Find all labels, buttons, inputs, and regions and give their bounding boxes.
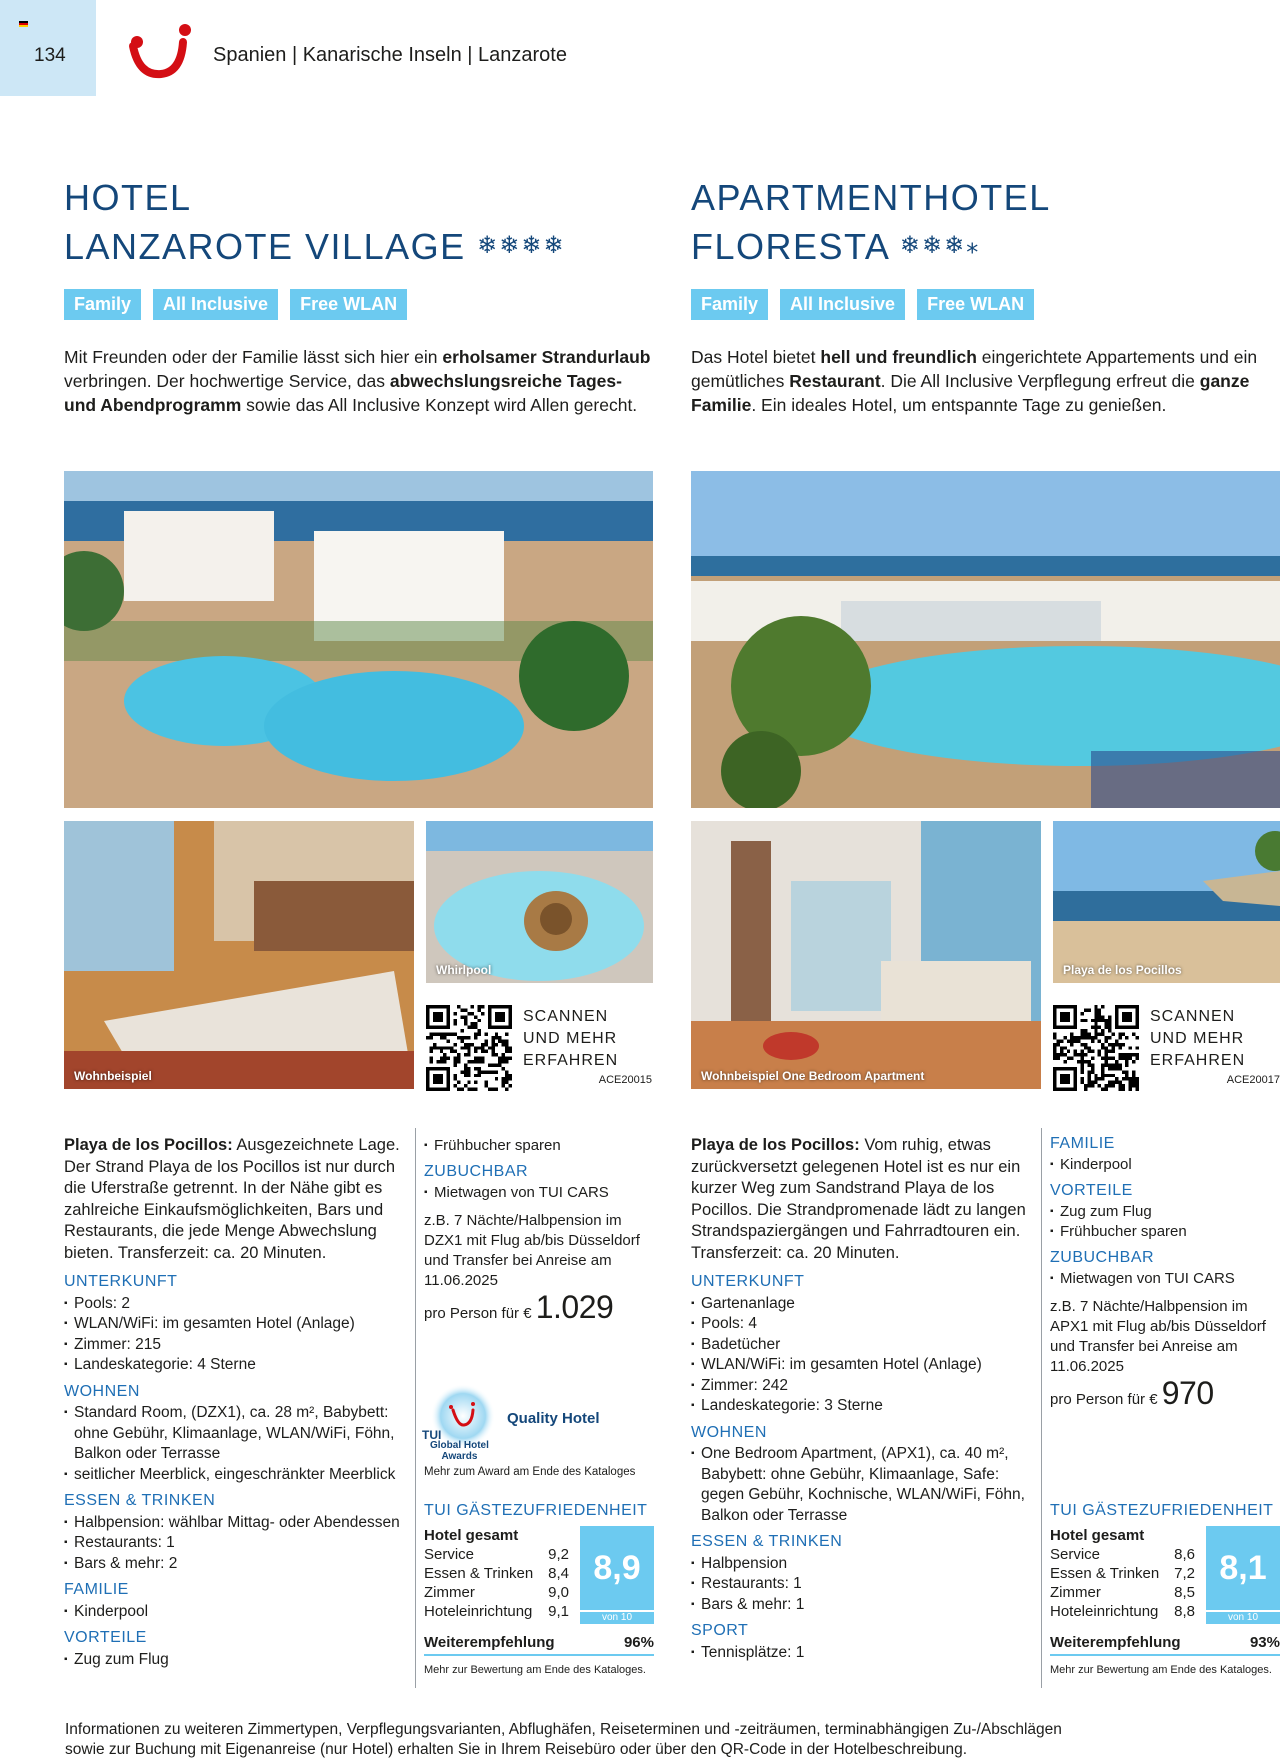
- hotel2-offer-column: [1050, 1134, 1280, 1410]
- hotel2-details: [691, 1135, 1031, 1663]
- hotel1-whirlpool-caption: Whirlpool: [436, 963, 492, 977]
- list-item: ▪ Kinderpool: [1050, 1155, 1280, 1175]
- hotel2-title-line2: FLORESTA: [691, 226, 889, 267]
- hotel1-code: ACE20015: [598, 1074, 652, 1086]
- hotel1-pool-photo: [64, 471, 653, 808]
- award-title: Quality Hotel: [507, 1410, 600, 1427]
- rating-label: Hoteleinrichtung: [1050, 1603, 1159, 1620]
- hotel2-room-caption: Wohnbeispiel One Bedroom Apartment: [701, 1069, 925, 1083]
- rating-scale: von 10: [1206, 1612, 1280, 1624]
- rating-box: [1050, 1526, 1280, 1676]
- intro-segment: hell und freundlich: [820, 347, 977, 367]
- hotel2-tags: [691, 289, 1034, 320]
- hotel2-code: ACE20017: [1226, 1074, 1280, 1086]
- hotel1-tag-free-wlan: Free WLAN: [290, 289, 407, 320]
- rating-row: [424, 1602, 569, 1621]
- rating-label: Service: [424, 1546, 475, 1563]
- hotel1-title-line1: HOTEL: [64, 177, 192, 218]
- hotel1-room-photo: [64, 821, 414, 1089]
- rating-heading: TUI GÄSTEZUFRIEDENHEIT: [1050, 1502, 1274, 1519]
- rating-overall-label: Hotel gesamt: [424, 1527, 519, 1544]
- hotel2-rating: [1050, 1502, 1280, 1676]
- hotel2-tag-family: Family: [691, 289, 768, 320]
- hotel2-price: [1050, 1375, 1280, 1411]
- list-item: ▪ Kinderpool: [64, 1602, 404, 1623]
- hotel1-room-caption: Wohnbeispiel: [74, 1069, 152, 1083]
- award-sub1: Global Hotel: [430, 1440, 489, 1451]
- hotel1-sections: [64, 1272, 404, 1670]
- location-name: Playa de los Pocillos:: [64, 1136, 233, 1154]
- section-heading: UNTERKUNFT: [64, 1273, 178, 1290]
- intro-segment: Mit Freunden oder der Familie lässt sich hier ein: [64, 347, 443, 367]
- hotel1-price: [424, 1289, 654, 1325]
- hotel2-title: [691, 174, 1051, 271]
- section-heading: VORTEILE: [1050, 1182, 1133, 1199]
- section-heading: VORTEILE: [64, 1629, 147, 1646]
- rating-label: Service: [1050, 1546, 1101, 1563]
- list-item: ▪ Landeskategorie: 4 Sterne: [64, 1355, 404, 1376]
- intro-segment: erholsamer Strandurlaub: [442, 347, 651, 367]
- section-heading: FAMILIE: [64, 1581, 129, 1598]
- rating-value: 8,6: [1174, 1546, 1195, 1563]
- price-value: 1.029: [535, 1289, 614, 1325]
- hotel2-sections: [691, 1272, 1031, 1663]
- rating-row: [1050, 1602, 1195, 1621]
- hotel2-room-photo: [691, 821, 1041, 1089]
- scan-line: SCANNEN: [523, 1008, 609, 1025]
- award-note: Mehr zum Award am Ende des Kataloges: [424, 1466, 636, 1478]
- section-heading: UNTERKUNFT: [691, 1273, 805, 1290]
- section-heading: SPORT: [691, 1622, 749, 1639]
- rating-row: [1050, 1583, 1195, 1602]
- intro-segment: verbringen. Der hochwertige Service, das: [64, 371, 390, 391]
- scan-line: SCANNEN: [1150, 1008, 1236, 1025]
- hotel1-scan-label: [523, 1006, 618, 1072]
- price-prefix: pro Person für €: [424, 1305, 532, 1322]
- hotel1-rating: [424, 1502, 654, 1676]
- scan-line: ERFAHREN: [1150, 1052, 1246, 1069]
- price-prefix: pro Person für €: [1050, 1391, 1158, 1408]
- page-number: 134: [34, 45, 66, 66]
- section-heading: ESSEN & TRINKEN: [691, 1533, 843, 1550]
- hotel1-tag-all-inclusive: All Inclusive: [153, 289, 278, 320]
- list-item: ▪ Zimmer: 215: [64, 1335, 404, 1356]
- hotel1-advantage-item: ▪ Frühbucher sparen: [424, 1136, 654, 1156]
- hotel2-location: [691, 1135, 1031, 1264]
- hotel1-extras: [424, 1162, 654, 1203]
- hotel2-tag-free-wlan: Free WLAN: [917, 289, 1034, 320]
- rating-list: [424, 1526, 569, 1621]
- list-item: ▪ Bars & mehr: 2: [64, 1554, 404, 1575]
- rating-value: 8,8: [1174, 1603, 1195, 1620]
- scan-line: UND MEHR: [1150, 1030, 1245, 1047]
- rating-value: 9,1: [548, 1603, 569, 1620]
- scan-line: ERFAHREN: [523, 1052, 619, 1069]
- award-brand: TUI: [422, 1428, 442, 1442]
- hotel2-beach-photo: [1053, 821, 1280, 983]
- rating-row: [1050, 1564, 1195, 1583]
- list-item: ▪ Zug zum Flug: [1050, 1202, 1280, 1222]
- hotel1-location: [64, 1135, 404, 1264]
- hotel1-offer-text: z.B. 7 Nächte/Halbpension im DZX1 mit Flug ab/bis Düsseldorf und Transfer bei Anreise am 11.06.2025: [424, 1212, 640, 1289]
- hotel1-intro: [64, 345, 654, 417]
- list-item: ▪ Landeskategorie: 3 Sterne: [691, 1396, 1031, 1417]
- rating-value: 9,0: [548, 1584, 569, 1601]
- recommendation-value: 96%: [623, 1634, 654, 1651]
- intro-segment: Das Hotel bietet: [691, 347, 821, 367]
- list-item: ▪ Pools: 2: [64, 1294, 404, 1315]
- list-item: ▪ Halbpension: wählbar Mittag- oder Abendessen: [64, 1513, 404, 1534]
- recommendation: [1050, 1634, 1280, 1656]
- scan-line: UND MEHR: [523, 1030, 618, 1047]
- price-value: 970: [1161, 1375, 1214, 1411]
- list-item: ▪ Frühbucher sparen: [1050, 1222, 1280, 1242]
- list-item: ▪ WLAN/WiFi: im gesamten Hotel (Anlage): [64, 1314, 404, 1335]
- list-item: ▪ Bars & mehr: 1: [691, 1595, 1031, 1616]
- rating-note: Mehr zur Bewertung am Ende des Kataloges.: [1050, 1664, 1272, 1676]
- rating-row: [424, 1545, 569, 1564]
- section-heading: ESSEN & TRINKEN: [64, 1492, 216, 1509]
- rating-value: 8,5: [1174, 1584, 1195, 1601]
- rating-note: Mehr zur Bewertung am Ende des Kataloges.: [424, 1664, 646, 1676]
- list-item: ▪ Mietwagen von TUI CARS: [1050, 1269, 1280, 1289]
- hotel2-intro: [691, 345, 1280, 417]
- rating-row: [424, 1564, 569, 1583]
- recommendation-value: 93%: [1249, 1634, 1280, 1651]
- list-item: ▪ WLAN/WiFi: im gesamten Hotel (Anlage): [691, 1355, 1031, 1376]
- rating-value: 7,2: [1174, 1565, 1195, 1582]
- recommendation-label: Weiterempfehlung: [424, 1634, 555, 1651]
- hotel1-stars-icon: ❄❄❄❄: [477, 232, 566, 259]
- location-text: Vom ruhig, etwas zurückversetzt gelegenen Hotel ist es nur ein kurzer Weg zum Sandstrand Playa de los Pocillos. Die Strandpromenade lädt zu langen Strandspaziergängen und Fahrradtouren ein. Transferzeit: ca. 20 Minuten.: [691, 1136, 1026, 1262]
- list-item: ▪ Restaurants: 1: [64, 1533, 404, 1554]
- hotel1-tag-family: Family: [64, 289, 141, 320]
- rating-label: Essen & Trinken: [424, 1565, 534, 1582]
- hotel1-whirlpool-photo: [426, 821, 653, 983]
- intro-segment: . Die All Inclusive Verpflegung erfreut die: [880, 371, 1200, 391]
- footer-note: Informationen zu weiteren Zimmertypen, Verpflegungsvarianten, Abflughäfen, Reiseterminen und -zeiträumen, terminabhängigen Zu-/Abschlägen sowie zur Buchung mit Eigenanreise (nur Hotel) erhalten Sie in Ihrem Reisebüro oder über den QR-Code in der Hotelbeschreibung.: [65, 1721, 1062, 1758]
- section-heading: WOHNEN: [64, 1382, 140, 1400]
- rating-overall-label: Hotel gesamt: [1050, 1527, 1145, 1544]
- rating-row: [1050, 1545, 1195, 1564]
- hotel2-title-line1: APARTMENTHOTEL: [691, 177, 1051, 218]
- breadcrumb: Spanien | Kanarische Inseln | Lanzarote: [213, 44, 567, 66]
- rating-scale: von 10: [580, 1612, 654, 1624]
- list-item: ▪ Gartenanlage: [691, 1294, 1031, 1315]
- hotel2-qr-code-icon[interactable]: [1053, 1005, 1139, 1091]
- intro-segment: . Ein ideales Hotel, um entspannte Tage zu genießen.: [751, 395, 1167, 415]
- hotel1-title: [64, 174, 566, 271]
- rating-list: [1050, 1526, 1195, 1621]
- rating-heading: TUI GÄSTEZUFRIEDENHEIT: [424, 1502, 648, 1519]
- list-item: ▪ Zug zum Flug: [64, 1650, 404, 1671]
- rating-label: Hoteleinrichtung: [424, 1603, 533, 1620]
- hotel1-offer-column: [424, 1136, 654, 1324]
- rating-box: [424, 1526, 654, 1676]
- list-item: ▪ Standard Room, (DZX1), ca. 28 m², Babybett: ohne Gebühr, Klimaanlage, WLAN/WiFi, Föhn, Balkon oder Terrasse: [64, 1403, 404, 1465]
- award-sub: [430, 1440, 489, 1462]
- location-text: Ausgezeichnete Lage. Der Strand Playa de los Pocillos ist nur durch die Uferstraße getrennt. In der Nähe gibt es zahlreiche Einkaufsmöglichkeiten, Bars und Restaurants, die jede Menge Abwechslung bieten. Transferzeit: ca. 20 Minuten.: [64, 1136, 400, 1262]
- rating-score: 8,9: [580, 1526, 654, 1610]
- list-item: ▪ Zimmer: 242: [691, 1376, 1031, 1397]
- hotel2-pool-photo: [691, 471, 1280, 808]
- rating-value: 8,4: [548, 1565, 569, 1582]
- rating-label: Essen & Trinken: [1050, 1565, 1160, 1582]
- rating-label: Zimmer: [424, 1584, 475, 1601]
- section-heading: FAMILIE: [1050, 1135, 1115, 1152]
- intro-segment: abwechslungsreiche Tages- und Abendprogramm: [64, 371, 622, 415]
- award-sub2: Awards: [441, 1451, 478, 1462]
- hotel2-extras: [1050, 1134, 1280, 1289]
- hotel2-scan-label: [1150, 1006, 1245, 1072]
- intro-segment: eingerichtete Appartements und ein gemütliches: [691, 347, 1258, 391]
- section-heading: WOHNEN: [691, 1423, 767, 1441]
- list-item: ▪ Mietwagen von TUI CARS: [424, 1183, 654, 1203]
- page-number-tab: [0, 0, 96, 96]
- intro-segment: Restaurant: [789, 371, 881, 391]
- recommendation: [424, 1634, 654, 1656]
- hotel2-stars-icon: ❄❄❄⁎: [899, 232, 981, 259]
- hotel2-tag-all-inclusive: All Inclusive: [780, 289, 905, 320]
- section-heading: ZUBUCHBAR: [424, 1163, 529, 1180]
- rating-value: 9,2: [548, 1546, 569, 1563]
- hotel1-details: [64, 1135, 404, 1670]
- hotel2-beach-caption: Playa de los Pocillos: [1063, 963, 1182, 977]
- recommendation-label: Weiterempfehlung: [1050, 1634, 1181, 1651]
- section-heading: ZUBUCHBAR: [1050, 1249, 1155, 1266]
- location-name: Playa de los Pocillos:: [691, 1136, 860, 1154]
- list-item: ▪ One Bedroom Apartment, (APX1), ca. 40 m², Babybett: ohne Gebühr, Klimaanlage, Safe: gegen Gebühr, Kochnische, WLAN/WiFi, Föhn, Balkon oder Terrasse: [691, 1444, 1031, 1526]
- hotel1-tags: [64, 289, 407, 320]
- rating-row: [424, 1583, 569, 1602]
- rating-label: Zimmer: [1050, 1584, 1101, 1601]
- column-divider: [1041, 1128, 1042, 1688]
- rating-score: 8,1: [1206, 1526, 1280, 1610]
- quality-hotel-award: [420, 1384, 640, 1474]
- list-item: ▪ Halbpension: [691, 1554, 1031, 1575]
- hotel1-qr-code-icon[interactable]: [426, 1005, 512, 1091]
- list-item: ▪ Tennisplätze: 1: [691, 1643, 1031, 1664]
- germany-flag-icon: [19, 21, 28, 27]
- list-item: ▪ Badetücher: [691, 1335, 1031, 1356]
- column-divider: [415, 1128, 416, 1688]
- intro-segment: ganze Familie: [691, 371, 1250, 415]
- hotel1-title-line2: LANZAROTE VILLAGE: [64, 226, 466, 267]
- list-item: ▪ seitlicher Meerblick, eingeschränkter Meerblick: [64, 1465, 404, 1486]
- hotel2-offer-text: z.B. 7 Nächte/Halbpension im APX1 mit Flug ab/bis Düsseldorf und Transfer bei Anreise am 11.06.2025: [1050, 1298, 1266, 1375]
- list-item: ▪ Restaurants: 1: [691, 1574, 1031, 1595]
- tui-logo-icon: [125, 24, 193, 80]
- list-item: ▪ Pools: 4: [691, 1314, 1031, 1335]
- intro-segment: sowie das All Inclusive Konzept wird Allen gerecht.: [241, 395, 638, 415]
